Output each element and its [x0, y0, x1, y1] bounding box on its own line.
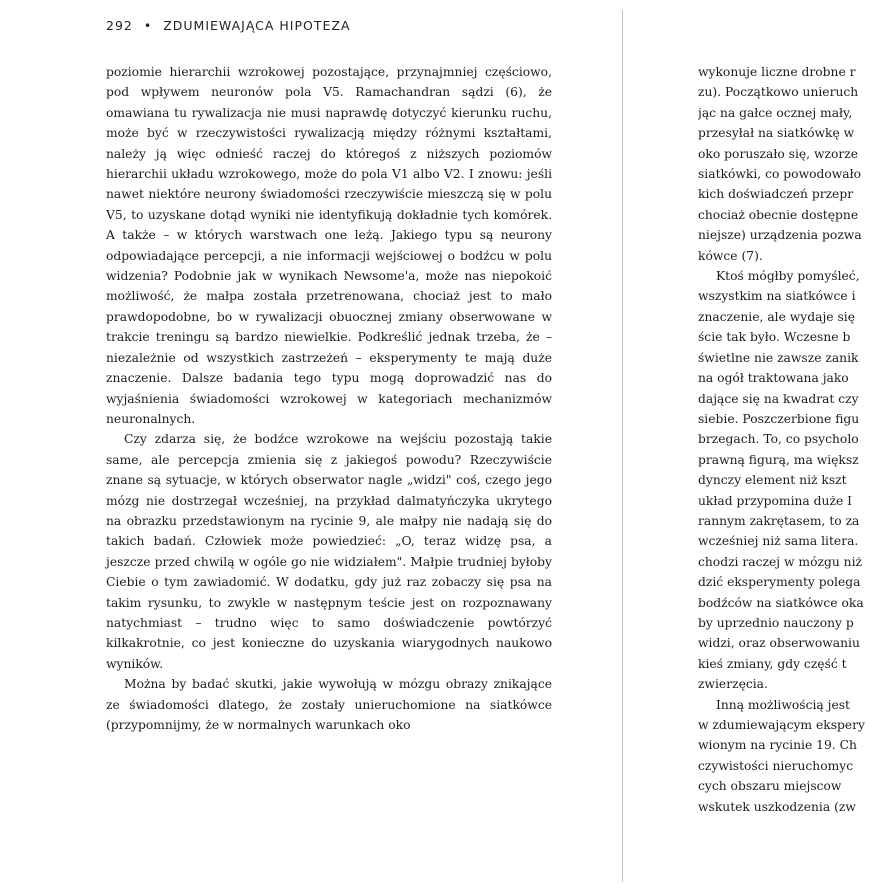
- text-line: zu). Początkowo unieruch: [698, 85, 859, 100]
- text-line: by uprzednio nauczony p: [698, 615, 854, 630]
- text-line: na ogół traktowana jako: [698, 371, 849, 386]
- text-line: świetlne nie zawsze zanik: [698, 350, 859, 365]
- text-line: kówce (7).: [698, 248, 763, 263]
- paragraph: Czy zdarza się, że bodźce wzrokowe na wejściu pozostają takie same, ale percepcja zmienia się z jakiegoś powodu? Rzeczywiście znane są sytuacje, w których obserwator nagle „widzi" coś, czego jego mózg nie dostrzegał wcześniej, na przykład dalmatyńczyka ukrytego na obrazku przedstawionym na rycinie 9, ale małpy nie nadają się do takich badań. Człowiek może powiedzieć: „O, teraz widzę psa, a jeszcze przed chwilą w ogóle go nie widziałem". Małpie trudniej byłoby Ciebie o tym zawiadomić. W dodatku, gdy już raz zobaczy się psa na takim rysunku, to zwykle w następnym teście jest on rozpoznawany natychmiast – trudno więc to samo doświadczenie powtórzyć kilkakrotnie, co jest konieczne do uzyskania wiarygodnych naukowo wyników.: [106, 432, 552, 671]
- paragraph: poziomie hierarchii wzrokowej pozostające, przynajmniej częściowo, pod wpływem neuronów pola V5. Ramachandran sądzi (6), że omawiana tu rywalizacja nie musi naprawdę dotyczyć kierunku ruchu, może być w rzeczywistości rywalizacją między różnymi kształtami, należy ją więc odnieść raczej do któregoś z niższych poziomów hierarchii układu wzrokowego, może do pola V1 albo V2. I znowu: jeśli nawet niektóre neurony świadomości rzeczywiście mieszczą się w polu V5, to uzyskane dotąd wyniki nie identyfikują dokładnie tych komórek. A także – w których warstwach one leżą. Jakiego typu są neurony odpowiadające percepcji, a nie informacji wejściowej o bodźcu w polu widzenia? Podobnie jak w wynikach Newsome'a, może nas niepokoić możliwość, że małpa została przetrenowana, chociaż jest to mało prawdopodobne, bo w rywalizacji obuocznej zmiany obserwowane w trakcie treningu są bardzo niewielkie. Podkreślić jednak trzeba, że – niezależnie od wszystkich zastrzeżeń – eksperymenty te mają duże znaczenie. Dalsze badania tego typu mogą doprowadzić nas do wyjaśnienia świadomości wzrokowej w kategoriach mechanizmów neuronalnych.: [106, 65, 552, 426]
- text-line: prawną figurą, ma większ: [698, 452, 859, 467]
- page-number: 292: [106, 18, 133, 33]
- header-separator: •: [143, 18, 153, 33]
- text-line: kieś zmiany, gdy część t: [698, 656, 847, 671]
- text-line: siatkówki, co powodowało: [698, 167, 862, 182]
- text-line: chociaż obecnie dostępne: [698, 207, 859, 222]
- text-line: siebie. Poszczerbione figu: [698, 411, 860, 426]
- text-line: zwierzęcia.: [698, 677, 768, 692]
- text-line: przesyłał na siatkówkę w: [698, 126, 855, 141]
- text-line: dynczy element niż kszt: [698, 473, 847, 488]
- text-line: czywistości nieruchomyc: [698, 758, 854, 773]
- text-line: znaczenie, ale wydaje się: [698, 309, 855, 324]
- text-line: Ktoś mógłby pomyśleć,: [716, 269, 860, 284]
- text-line: w zdumiewającym ekspery: [698, 718, 865, 732]
- text-line: niejsze) urządzenia pozwa: [698, 228, 862, 243]
- text-line: wskutek uszkodzenia (zw: [698, 799, 856, 814]
- text-line: brzegach. To, co psycholo: [698, 432, 859, 447]
- text-line: wykonuje liczne drobne r: [698, 65, 856, 79]
- right-text-column: [698, 62, 893, 817]
- text-line: chodzi raczej w mózgu niż: [698, 554, 862, 569]
- text-line: wcześniej niż sama litera.: [698, 534, 859, 549]
- text-line: układ przypomina duże I: [698, 493, 852, 508]
- text-line: cych obszaru miejscow: [698, 779, 842, 794]
- text-line: oko poruszało się, wzorze: [698, 146, 859, 161]
- paragraph: Można by badać skutki, jakie wywołują w mózgu obrazy znikające ze świadomości dlatego, że zostały unieruchomione na siatkówce (przypomnijmy, że w normalnych warunkach oko: [106, 677, 552, 732]
- text-line: widzi, oraz obserwowaniu: [698, 636, 860, 651]
- text-line: kich doświadczeń przepr: [698, 187, 854, 202]
- left-text-column: [106, 62, 552, 735]
- text-line: rannym zakrętasem, to za: [698, 513, 860, 528]
- text-line: dzić eksperymenty polega: [698, 575, 861, 590]
- running-title: ZDUMIEWAJĄCA HIPOTEZA: [163, 18, 351, 33]
- text-line: jąc na gałce ocznej mały,: [698, 105, 853, 120]
- text-line: wionym na rycinie 19. Ch: [698, 738, 857, 753]
- running-header: [106, 18, 351, 33]
- text-line: bodźców na siatkówce oka: [698, 595, 864, 610]
- text-line: ście tak było. Wczesne b: [698, 330, 851, 345]
- book-gutter-divider: [622, 10, 623, 882]
- text-line: Inną możliwością jest: [716, 697, 850, 712]
- text-line: wszystkim na siatkówce i: [698, 289, 856, 304]
- text-line: dające się na kwadrat czy: [698, 391, 859, 406]
